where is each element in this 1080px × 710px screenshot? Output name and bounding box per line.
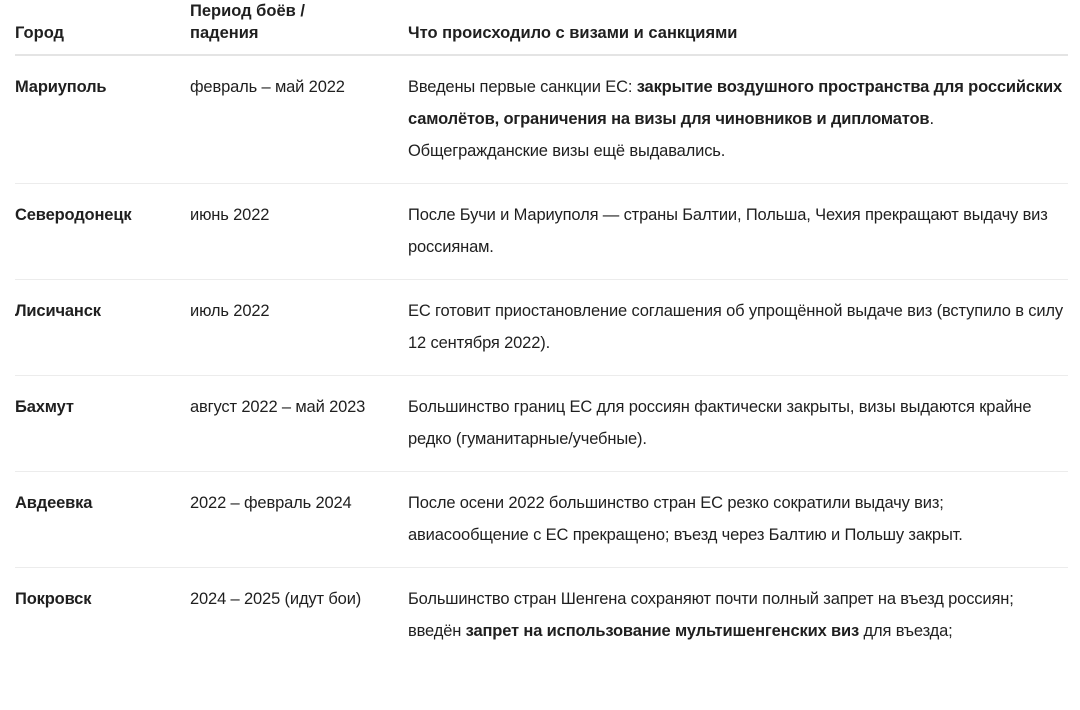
city-cell: Авдеевка xyxy=(15,472,190,568)
table-body xyxy=(15,55,1068,663)
table-header-row xyxy=(15,0,1068,55)
city-cell: Покровск xyxy=(15,590,92,608)
description-segment: Большинство границ ЕС для россиян фактически закрыты, визы выдаются крайне редко (гуманитарные/учебные). xyxy=(408,398,1032,448)
table-row xyxy=(15,55,1068,184)
period-cell: 2022 – февраль 2024 xyxy=(190,472,408,568)
period-cell: февраль – май 2022 xyxy=(190,55,408,184)
description-segment: . Общегражданские визы ещё выдавались. xyxy=(408,110,934,160)
city-cell: Лисичанск xyxy=(15,280,190,376)
city-cell: Северодонецк xyxy=(15,184,190,280)
description-cell xyxy=(408,568,1068,664)
city-cell: Мариуполь xyxy=(15,55,190,184)
table-row xyxy=(15,376,1068,472)
header-city: Город xyxy=(15,0,190,55)
description-segment: Введены первые санкции ЕС: xyxy=(408,78,637,96)
table-row xyxy=(15,568,1068,664)
header-period: Период боёв / падения xyxy=(190,0,408,55)
description-segment: для въезда; xyxy=(859,622,953,640)
header-description: Что происходило с визами и санкциями xyxy=(408,0,1068,55)
description-cell xyxy=(408,376,1068,472)
description-bold-segment: закрытие воздушного пространства для российских самолётов, ограничения на визы для чиновников и дипломатов xyxy=(408,78,1063,128)
city-cell: Бахмут xyxy=(15,376,190,472)
table-row xyxy=(15,472,1068,568)
visa-sanctions-table xyxy=(15,0,1068,663)
description-segment: ЕС готовит приостановление соглашения об упрощённой выдаче виз (вступило в силу 12 сентября 2022). xyxy=(408,302,1063,352)
description-cell xyxy=(408,472,1068,568)
description-cell xyxy=(408,184,1068,280)
period-cell: июнь 2022 xyxy=(190,184,408,280)
description-bold-segment: запрет на использование мультишенгенских виз xyxy=(465,622,860,640)
period-cell: август 2022 – май 2023 xyxy=(190,376,408,472)
description-segment: После осени 2022 большинство стран ЕС резко сократили выдачу виз; авиасообщение с ЕС прекращено; въезд через Балтию и Польшу закрыт. xyxy=(408,494,963,544)
description-segment: После Бучи и Мариуполя — страны Балтии, Польша, Чехия прекращают выдачу виз россиянам. xyxy=(408,206,1048,256)
period-cell: 2024 – 2025 (идут бои) xyxy=(190,590,362,608)
description-segment: Большинство стран Шенгена сохраняют почти полный запрет на въезд россиян; введён xyxy=(408,590,1014,640)
description-cell xyxy=(408,55,1068,184)
period-cell: июль 2022 xyxy=(190,280,408,376)
description-cell xyxy=(408,280,1068,376)
table-row xyxy=(15,280,1068,376)
table-row xyxy=(15,184,1068,280)
